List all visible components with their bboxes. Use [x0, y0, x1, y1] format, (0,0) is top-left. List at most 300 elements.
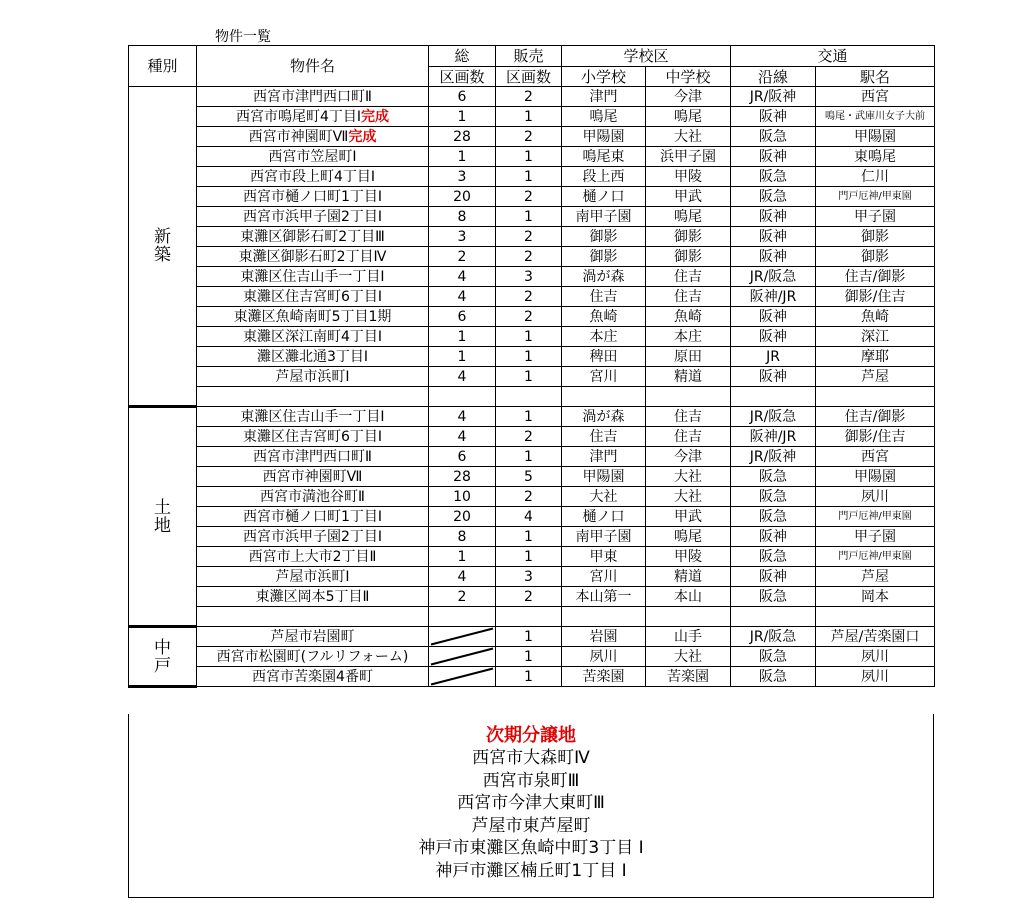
table-row: [129, 647, 935, 667]
property-name-text: 西宮市鳴尾町4丁目Ⅰ: [235, 108, 362, 125]
station-name: 東鳴尾: [816, 147, 935, 167]
junior-high-school: 甲陵: [646, 547, 731, 567]
table-row: [129, 287, 935, 307]
section-label-text: 新築: [154, 227, 171, 265]
train-line: 阪急: [731, 587, 816, 607]
elementary-school: 甲東: [562, 547, 646, 567]
property-name-text: 西宮市上大市2丁目Ⅱ: [248, 548, 377, 565]
property-name: [197, 427, 429, 447]
header-transport: 交通: [731, 46, 935, 67]
total-lots: 20: [429, 187, 496, 207]
section-used: [129, 627, 935, 687]
header-name: 物件名: [197, 46, 429, 87]
property-name-text: 西宮市神園町Ⅶ: [248, 128, 349, 145]
train-line: 阪神: [731, 567, 816, 587]
elementary-school: 渦が森: [562, 407, 646, 427]
property-name-text: 西宮市神園町Ⅶ: [262, 468, 363, 485]
property-name-text: 西宮市樋ノ口町1丁目Ⅰ: [242, 188, 383, 205]
total-lots: 8: [429, 207, 496, 227]
total-lots: 2: [429, 247, 496, 267]
property-name-text: 東灘区住吉山手一丁目Ⅰ: [240, 268, 385, 285]
property-name: [197, 607, 429, 627]
section-label: [129, 407, 197, 627]
sale-lots: 2: [496, 227, 562, 247]
station-name: 岡本: [816, 587, 935, 607]
junior-high-school: 鳴尾: [646, 527, 731, 547]
header-sale-sub: 区画数: [496, 67, 562, 87]
junior-high-school: 今津: [646, 87, 731, 107]
junior-high-school: [646, 387, 731, 407]
completed-badge: 完成: [361, 108, 390, 125]
total-lots: 1: [429, 547, 496, 567]
property-name-text: 西宮市樋ノ口町1丁目Ⅰ: [242, 508, 383, 525]
junior-high-school: 浜甲子園: [646, 147, 731, 167]
table-header: [129, 46, 935, 87]
junior-high-school: 甲陵: [646, 167, 731, 187]
station-name: 甲子園: [816, 527, 935, 547]
sale-lots: 3: [496, 267, 562, 287]
station-name: 深江: [816, 327, 935, 347]
property-name-text: 芦屋市岩園町: [270, 628, 355, 645]
train-line: 阪神: [731, 247, 816, 267]
train-line: [731, 607, 816, 627]
junior-high-school: 精道: [646, 367, 731, 387]
train-line: JR/阪神: [731, 447, 816, 467]
train-line: 阪急: [731, 507, 816, 527]
total-lots: 2: [429, 587, 496, 607]
property-name: [197, 507, 429, 527]
train-line: 阪神: [731, 227, 816, 247]
property-name: [197, 227, 429, 247]
station-name: 摩耶: [816, 347, 935, 367]
section-label-text: 中戸: [154, 637, 171, 676]
elementary-school: 御影: [562, 227, 646, 247]
property-name-text: 東灘区住吉山手一丁目Ⅰ: [240, 408, 385, 425]
property-name-text: 東灘区住吉宮町6丁目Ⅰ: [242, 428, 383, 445]
total-lots: 1: [429, 147, 496, 167]
station-name: [816, 607, 935, 627]
station-name: 夙川: [816, 667, 935, 687]
train-line: 阪急: [731, 487, 816, 507]
sale-lots: 5: [496, 467, 562, 487]
sale-lots: 2: [496, 587, 562, 607]
sale-lots: 2: [496, 127, 562, 147]
sale-lots: 1: [496, 647, 562, 667]
next-phase-item: 神戸市灘区楠丘町1丁目 Ⅰ: [435, 860, 627, 881]
property-name: [197, 627, 429, 647]
elementary-school: 宮川: [562, 567, 646, 587]
next-phase-item: 西宮市大森町Ⅳ: [472, 748, 590, 768]
table-row: [129, 327, 935, 347]
table-row: [129, 187, 935, 207]
total-lots: [429, 387, 496, 407]
station-name: 芦屋: [816, 567, 935, 587]
elementary-school: 南甲子園: [562, 527, 646, 547]
property-name-text: 東灘区御影石町2丁目Ⅳ: [238, 248, 387, 265]
table-row: [129, 567, 935, 587]
property-name-text: 西宮市段上町4丁目Ⅰ: [249, 168, 376, 185]
total-lots: 28: [429, 127, 496, 147]
elementary-school: 鳴尾東: [562, 147, 646, 167]
train-line: JR/阪神: [731, 87, 816, 107]
property-name: [197, 547, 429, 567]
elementary-school: 御影: [562, 247, 646, 267]
elementary-school: 本山第一: [562, 587, 646, 607]
junior-high-school: 住吉: [646, 287, 731, 307]
station-name: [816, 387, 935, 407]
property-name-text: 灘区灘北通3丁目Ⅰ: [256, 348, 369, 365]
total-lots-na: [429, 627, 496, 647]
junior-high-school: 精道: [646, 567, 731, 587]
train-line: 阪神/JR: [731, 427, 816, 447]
train-line: [731, 387, 816, 407]
table-row: [129, 447, 935, 467]
sale-lots: 1: [496, 147, 562, 167]
sale-lots: 1: [496, 367, 562, 387]
sale-lots: [496, 607, 562, 627]
junior-high-school: 御影: [646, 247, 731, 267]
station-name: 魚崎: [816, 307, 935, 327]
sale-lots: 1: [496, 627, 562, 647]
junior-high-school: 御影: [646, 227, 731, 247]
train-line: JR: [731, 347, 816, 367]
elementary-school: 住吉: [562, 287, 646, 307]
sale-lots: 1: [496, 547, 562, 567]
station-name: 門戸厄神/甲東園: [816, 507, 935, 527]
total-lots: 6: [429, 447, 496, 467]
property-name: [197, 147, 429, 167]
total-lots: 3: [429, 227, 496, 247]
elementary-school: 南甲子園: [562, 207, 646, 227]
property-name: [197, 247, 429, 267]
station-name: 鳴尾・武庫川女子大前: [816, 107, 935, 127]
station-name: 住吉/御影: [816, 267, 935, 287]
station-name: 夙川: [816, 487, 935, 507]
total-lots: 1: [429, 107, 496, 127]
elementary-school: 苦楽園: [562, 667, 646, 687]
train-line: 阪神: [731, 327, 816, 347]
header-type: 種別: [129, 46, 197, 87]
sale-lots: 2: [496, 187, 562, 207]
table-row: [129, 207, 935, 227]
train-line: JR/阪急: [731, 627, 816, 647]
table-row: [129, 167, 935, 187]
diagonal-slash: [429, 667, 495, 686]
property-name-text: 西宮市浜甲子園2丁目Ⅰ: [242, 208, 383, 225]
junior-high-school: 山手: [646, 627, 731, 647]
table-row: [129, 367, 935, 387]
sale-lots: 1: [496, 107, 562, 127]
total-lots: 6: [429, 307, 496, 327]
train-line: 阪急: [731, 547, 816, 567]
section-label-text: 土地: [154, 497, 171, 536]
elementary-school: 津門: [562, 87, 646, 107]
train-line: 阪急: [731, 167, 816, 187]
sale-lots: 3: [496, 567, 562, 587]
table-row: [129, 307, 935, 327]
table-row: [129, 627, 935, 647]
sale-lots: 2: [496, 247, 562, 267]
property-name-text: 東灘区御影石町2丁目Ⅲ: [240, 228, 385, 245]
next-phase-item: 神戸市東灘区魚崎中町3丁目 Ⅰ: [418, 838, 644, 858]
property-name-text: 東灘区深江南町4丁目Ⅰ: [242, 328, 383, 345]
total-lots: 1: [429, 327, 496, 347]
property-name-text: 西宮市浜甲子園2丁目Ⅰ: [242, 528, 383, 545]
sale-lots: 1: [496, 407, 562, 427]
table-row: [129, 407, 935, 427]
elementary-school: 渦が森: [562, 267, 646, 287]
station-name: 御影/住吉: [816, 287, 935, 307]
elementary-school: [562, 387, 646, 407]
junior-high-school: 住吉: [646, 267, 731, 287]
elementary-school: 稗田: [562, 347, 646, 367]
train-line: 阪神: [731, 367, 816, 387]
property-name: [197, 447, 429, 467]
station-name: 御影: [816, 247, 935, 267]
elementary-school: 住吉: [562, 427, 646, 447]
sale-lots: 4: [496, 507, 562, 527]
junior-high-school: 甲武: [646, 187, 731, 207]
junior-high-school: 大社: [646, 487, 731, 507]
elementary-school: 樋ノ口: [562, 507, 646, 527]
property-name: [197, 307, 429, 327]
total-lots-na: [429, 647, 496, 667]
property-name: [197, 107, 429, 127]
total-lots: 4: [429, 267, 496, 287]
sale-lots: 2: [496, 427, 562, 447]
total-lots: 4: [429, 427, 496, 447]
next-phase-item: 芦屋市東芦屋町: [471, 815, 591, 836]
property-name: [197, 407, 429, 427]
property-name: [197, 127, 429, 147]
total-lots: 1: [429, 347, 496, 367]
property-name: [197, 387, 429, 407]
junior-high-school: [646, 607, 731, 627]
station-name: 住吉/御影: [816, 407, 935, 427]
station-name: 御影/住吉: [816, 427, 935, 447]
table-row: [129, 607, 935, 627]
sale-lots: 1: [496, 207, 562, 227]
table-row: [129, 507, 935, 527]
property-name: [197, 487, 429, 507]
property-name: [197, 187, 429, 207]
table-row: [129, 147, 935, 167]
property-name: [197, 467, 429, 487]
sale-lots: 1: [496, 667, 562, 687]
junior-high-school: 大社: [646, 647, 731, 667]
section-label: [129, 627, 197, 687]
property-name-text: 東灘区住吉宮町6丁目Ⅰ: [242, 288, 383, 305]
header-station: 駅名: [816, 67, 935, 87]
station-name: 芦屋/苦楽園口: [816, 627, 935, 647]
junior-high-school: 原田: [646, 347, 731, 367]
property-table: [128, 45, 935, 688]
sale-lots: 1: [496, 447, 562, 467]
junior-high-school: 本庄: [646, 327, 731, 347]
next-phase-list: [129, 747, 933, 882]
sale-lots: 1: [496, 167, 562, 187]
table-row: [129, 547, 935, 567]
total-lots: 4: [429, 367, 496, 387]
section-new: [129, 87, 935, 407]
table-row: [129, 227, 935, 247]
table-row: [129, 667, 935, 687]
junior-high-school: 大社: [646, 127, 731, 147]
train-line: 阪急: [731, 127, 816, 147]
property-name: [197, 207, 429, 227]
property-name: [197, 167, 429, 187]
junior-high-school: 本山: [646, 587, 731, 607]
train-line: 阪神: [731, 527, 816, 547]
train-line: 阪神: [731, 307, 816, 327]
total-lots: 3: [429, 167, 496, 187]
property-name: [197, 567, 429, 587]
elementary-school: 大社: [562, 487, 646, 507]
train-line: JR/阪急: [731, 267, 816, 287]
header-elementary: 小学校: [562, 67, 646, 87]
header-total: 総: [429, 46, 496, 67]
property-name-text: 西宮市笠屋町Ⅰ: [268, 148, 357, 165]
diagonal-slash: [429, 647, 495, 666]
section-land: [129, 407, 935, 627]
train-line: 阪急: [731, 467, 816, 487]
property-name: [197, 667, 429, 687]
junior-high-school: 甲武: [646, 507, 731, 527]
property-name-text: 芦屋市浜町Ⅰ: [275, 368, 350, 385]
station-name: 西宮: [816, 87, 935, 107]
total-lots: 4: [429, 407, 496, 427]
table-row: [129, 487, 935, 507]
train-line: 阪神: [731, 207, 816, 227]
junior-high-school: 住吉: [646, 407, 731, 427]
elementary-school: 樋ノ口: [562, 187, 646, 207]
sale-lots: 2: [496, 487, 562, 507]
train-line: 阪神/JR: [731, 287, 816, 307]
property-name-text: 西宮市満池谷町Ⅱ: [260, 488, 365, 505]
property-name: [197, 587, 429, 607]
train-line: 阪神: [731, 107, 816, 127]
sale-lots: 1: [496, 527, 562, 547]
section-label: [129, 87, 197, 407]
sale-lots: 2: [496, 307, 562, 327]
total-lots-na: [429, 667, 496, 687]
next-phase-box: [128, 714, 934, 898]
elementary-school: 津門: [562, 447, 646, 467]
table-row: [129, 127, 935, 147]
completed-badge: 完成: [348, 128, 377, 145]
table-row: [129, 267, 935, 287]
elementary-school: 夙川: [562, 647, 646, 667]
train-line: JR/阪急: [731, 407, 816, 427]
station-name: 甲陽園: [816, 127, 935, 147]
station-name: 門戸厄神/甲東園: [816, 547, 935, 567]
station-name: 夙川: [816, 647, 935, 667]
property-name-text: 西宮市松園町(フルリフォーム): [216, 648, 409, 665]
header-school-district: 学校区: [562, 46, 731, 67]
page-caption: 物件一覧: [215, 29, 271, 45]
station-name: 門戸厄神/甲東園: [816, 187, 935, 207]
elementary-school: 本庄: [562, 327, 646, 347]
table-row: [129, 347, 935, 367]
property-name-text: 東灘区魚崎南町5丁目1期: [233, 308, 392, 325]
sale-lots: 2: [496, 87, 562, 107]
header-line: 沿線: [731, 67, 816, 87]
sale-lots: 2: [496, 287, 562, 307]
next-phase-item: 西宮市泉町Ⅲ: [482, 770, 580, 791]
table-row: [129, 587, 935, 607]
table-row: [129, 527, 935, 547]
property-name: [197, 327, 429, 347]
sale-lots: 1: [496, 347, 562, 367]
junior-high-school: 鳴尾: [646, 207, 731, 227]
total-lots: [429, 607, 496, 627]
property-name: [197, 267, 429, 287]
table-row: [129, 87, 935, 107]
junior-high-school: 今津: [646, 447, 731, 467]
header-total-sub: 区画数: [429, 67, 496, 87]
station-name: 仁川: [816, 167, 935, 187]
elementary-school: 宮川: [562, 367, 646, 387]
elementary-school: [562, 607, 646, 627]
total-lots: 8: [429, 527, 496, 547]
total-lots: 10: [429, 487, 496, 507]
total-lots: 20: [429, 507, 496, 527]
property-name: [197, 87, 429, 107]
table-row: [129, 467, 935, 487]
header-junior-high: 中学校: [646, 67, 731, 87]
table-row: [129, 427, 935, 447]
elementary-school: 岩園: [562, 627, 646, 647]
total-lots: 4: [429, 567, 496, 587]
train-line: 阪急: [731, 647, 816, 667]
train-line: 阪急: [731, 187, 816, 207]
sale-lots: 1: [496, 327, 562, 347]
table-row: [129, 247, 935, 267]
total-lots: 4: [429, 287, 496, 307]
station-name: 甲陽園: [816, 467, 935, 487]
train-line: 阪急: [731, 667, 816, 687]
station-name: 御影: [816, 227, 935, 247]
property-name-text: 西宮市津門西口町Ⅱ: [253, 88, 372, 105]
total-lots: 28: [429, 467, 496, 487]
junior-high-school: 住吉: [646, 427, 731, 447]
property-name: [197, 287, 429, 307]
junior-high-school: 魚崎: [646, 307, 731, 327]
property-name: [197, 527, 429, 547]
property-name: [197, 647, 429, 667]
table-row: [129, 107, 935, 127]
next-phase-title: 次期分譲地: [486, 725, 576, 746]
elementary-school: 甲陽園: [562, 127, 646, 147]
next-phase-item: 西宮市今津大東町Ⅲ: [457, 793, 605, 813]
table-row: [129, 387, 935, 407]
station-name: 甲子園: [816, 207, 935, 227]
property-name-text: 西宮市苦楽園4番町: [252, 668, 373, 685]
diagonal-slash: [429, 627, 495, 646]
total-lots: 6: [429, 87, 496, 107]
junior-high-school: 大社: [646, 467, 731, 487]
property-name-text: 東灘区岡本5丁目Ⅱ: [255, 588, 370, 605]
elementary-school: 段上西: [562, 167, 646, 187]
sale-lots: [496, 387, 562, 407]
property-name: [197, 367, 429, 387]
station-name: 芦屋: [816, 367, 935, 387]
junior-high-school: 鳴尾: [646, 107, 731, 127]
property-name-text: 芦屋市浜町Ⅰ: [275, 568, 350, 585]
property-name-text: 西宮市津門西口町Ⅱ: [253, 448, 372, 465]
elementary-school: 鳴尾: [562, 107, 646, 127]
header-sale: 販売: [496, 46, 562, 67]
